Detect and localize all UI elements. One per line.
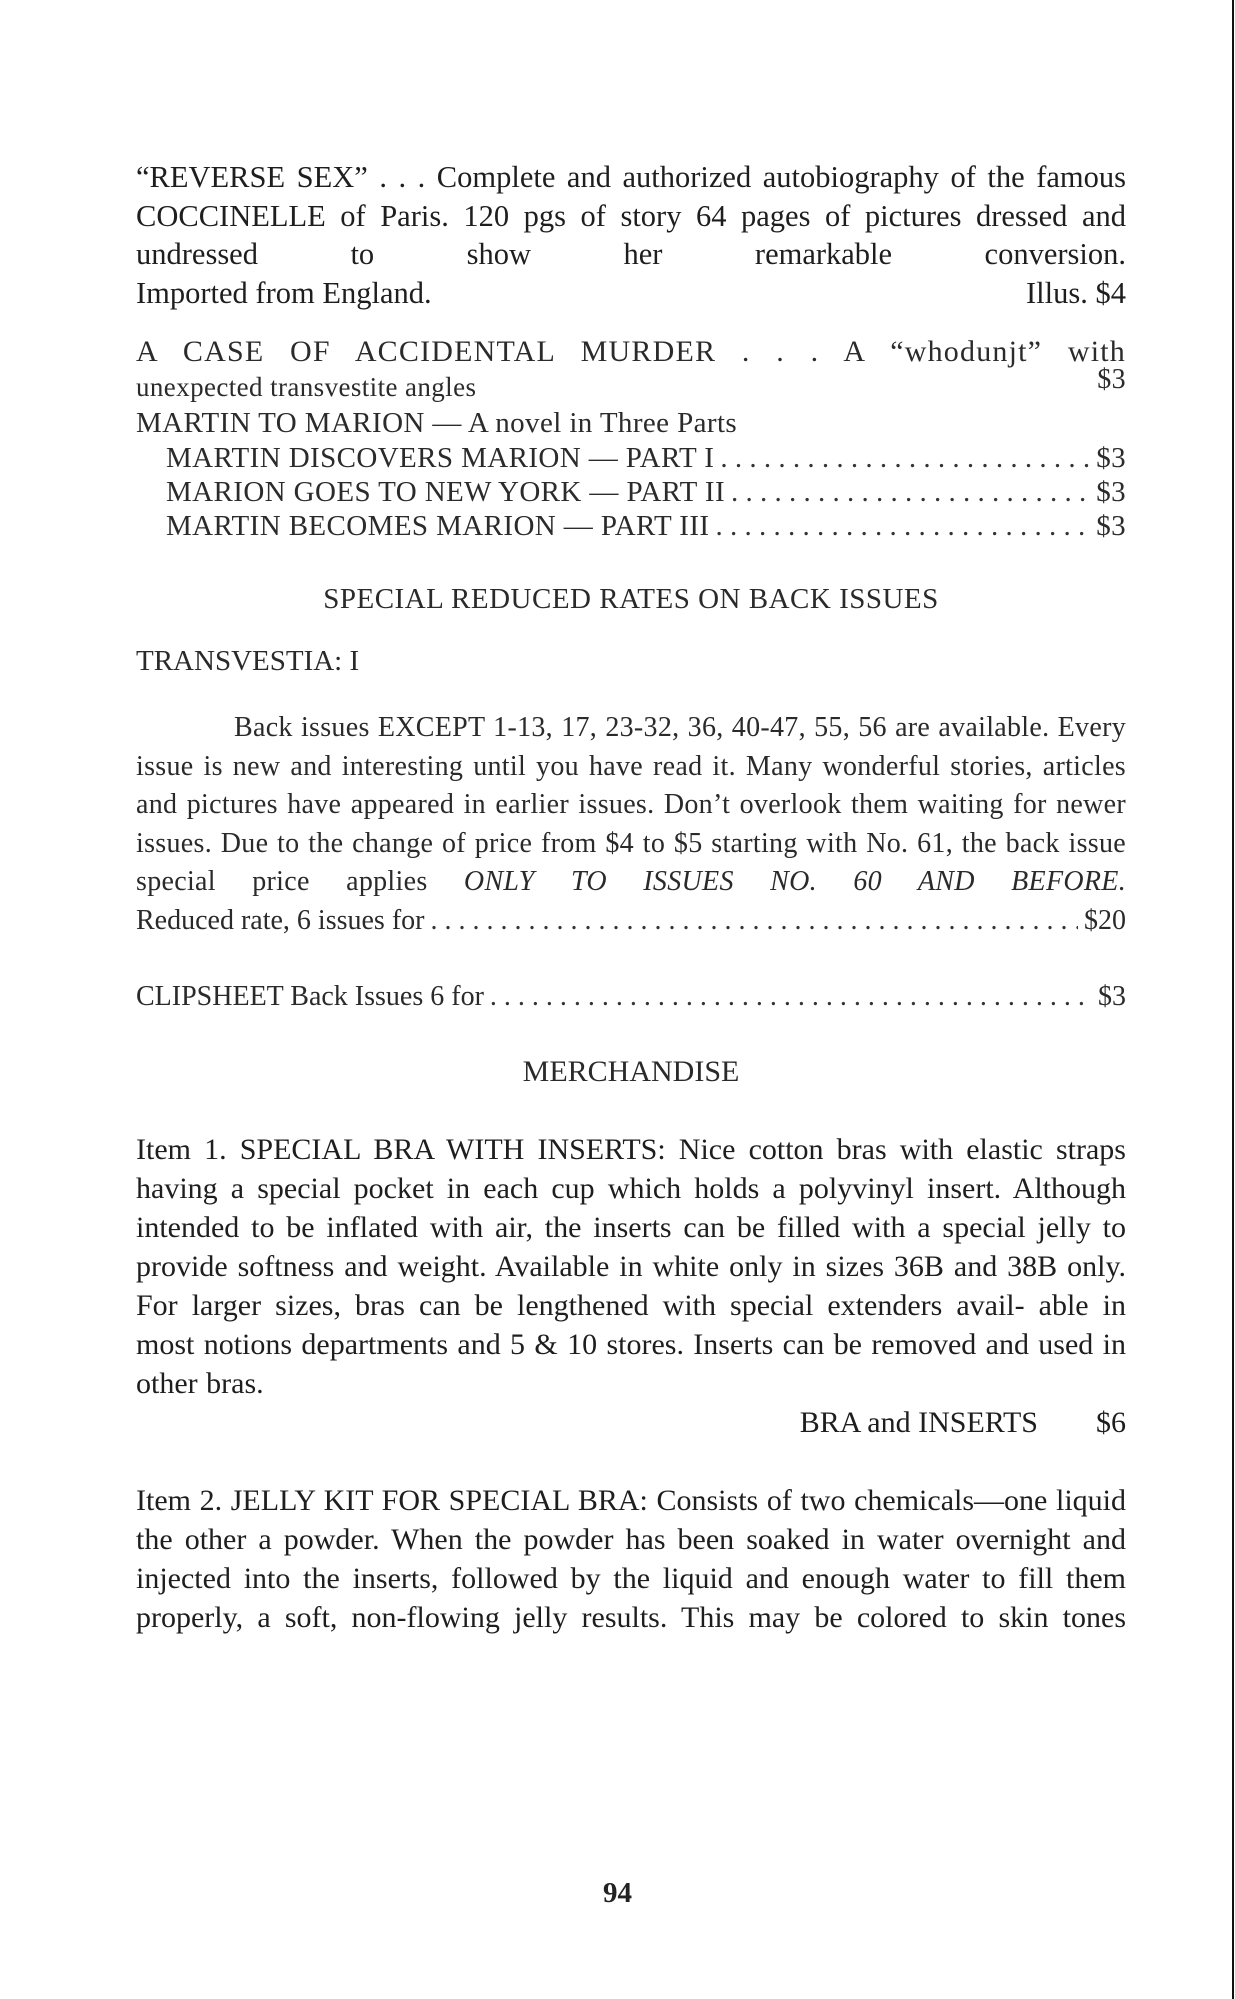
back-issues-emphasis: ONLY TO ISSUES NO. 60 AND BEFORE. xyxy=(463,866,1126,897)
part-price: $3 xyxy=(1096,510,1126,542)
novel-part-item xyxy=(166,509,1126,543)
merchandise-item xyxy=(136,1481,1126,1637)
page-edge-rule xyxy=(1232,0,1234,1999)
novel-parts-list xyxy=(136,441,1126,543)
item-price-row xyxy=(136,1403,1126,1442)
book-page xyxy=(136,158,1126,1637)
item-description: Item 1. SPECIAL BRA WITH INSERTS: Nice cotton bras with elastic straps having a special pocket in each cup which holds a polyvinyl insert. Although intended to be inflated with air, the inserts can be filled with a special jelly to provide softness and weight. Available in white only in sizes 36B and 38B only. For larger sizes, bras can be lengthened with special extenders avail- able in most notions departments and 5 & 10 stores. Inserts can be removed and used in other bras. xyxy=(136,1132,1126,1400)
entry-description: unexpected transvestite angles xyxy=(136,372,477,402)
entry-price: $3 xyxy=(1097,364,1126,395)
entry-price: Illus. $4 xyxy=(1026,275,1126,310)
catalog-entry-martin-to-marion xyxy=(136,405,1126,543)
clipsheet-label: CLIPSHEET Back Issues 6 for xyxy=(136,980,484,1012)
back-issues-section xyxy=(136,581,1126,1016)
dot-leader xyxy=(715,509,1090,543)
part-price: $3 xyxy=(1096,476,1126,508)
item-description: Item 2. JELLY KIT FOR SPECIAL BRA: Consists of two chemicals—one liquid the other a powder. When the powder has been soaked in water overnight and injected into the inserts, followed by the liquid and enough water to fill them properly, a soft, non-flowing jelly results. This may be colored to skin tones xyxy=(136,1483,1126,1634)
part-label: MARION GOES TO NEW YORK — PART II xyxy=(166,476,726,508)
entry-title: A CASE OF ACCIDENTAL MURDER . . . A “whodunjt” with xyxy=(136,335,1126,368)
page-number: 94 xyxy=(603,1877,632,1909)
part-label: MARTIN BECOMES MARION — PART III xyxy=(166,510,710,542)
entry-description-end: Imported from England. xyxy=(136,275,432,310)
dot-leader xyxy=(731,475,1090,509)
back-issues-paragraph xyxy=(136,709,1126,902)
back-issues-text: Back issues EXCEPT 1-13, 17, 23-32, 36, 40-47, 55, 56 are available. Every issue is new and interesting until you have read it. Many wonderful stories, articles and pictures have appeared in earlier issues. Don’t overlook them waiting for newer issues. Due to the change of price from $4 to $5 starting with No. 61, the back issue special price applies xyxy=(136,712,1126,897)
dot-leader xyxy=(430,902,1078,940)
item-price-label: BRA and INSERTS xyxy=(799,1405,1038,1439)
dot-leader xyxy=(720,441,1090,475)
publication-name: TRANSVESTIA: I xyxy=(136,645,360,677)
section-heading: SPECIAL REDUCED RATES ON BACK ISSUES xyxy=(323,583,939,615)
clipsheet-price: $3 xyxy=(1098,980,1126,1012)
entry-description: “REVERSE SEX” . . . Complete and authorized autobiography of the famous COCCINELLE of Paris. 120 pgs of story 64 pages of pictures dressed and undressed to show her remarkable conversion. xyxy=(136,160,1126,271)
reduced-rate-label: Reduced rate, 6 issues for xyxy=(136,904,425,936)
catalog-entry-accidental-murder xyxy=(136,334,1126,405)
part-label: MARTIN DISCOVERS MARION — PART I xyxy=(166,442,715,474)
novel-part-item xyxy=(166,475,1126,509)
novel-title: MARTIN TO MARION — A novel in Three Parts xyxy=(136,407,738,439)
entry-price-row xyxy=(136,274,1126,313)
novel-part-item xyxy=(166,441,1126,475)
section-heading: MERCHANDISE xyxy=(522,1054,740,1088)
entry-price-row xyxy=(136,364,1126,405)
merchandise-section xyxy=(136,1054,1126,1637)
catalog-entry-reverse-sex xyxy=(136,158,1126,312)
merchandise-item xyxy=(136,1130,1126,1442)
part-price: $3 xyxy=(1096,442,1126,474)
clipsheet-row xyxy=(136,978,1126,1016)
item-price: $6 xyxy=(1096,1405,1126,1439)
dot-leader xyxy=(490,978,1092,1016)
reduced-rate-price: $20 xyxy=(1084,904,1126,936)
reduced-rate-row xyxy=(136,902,1126,940)
